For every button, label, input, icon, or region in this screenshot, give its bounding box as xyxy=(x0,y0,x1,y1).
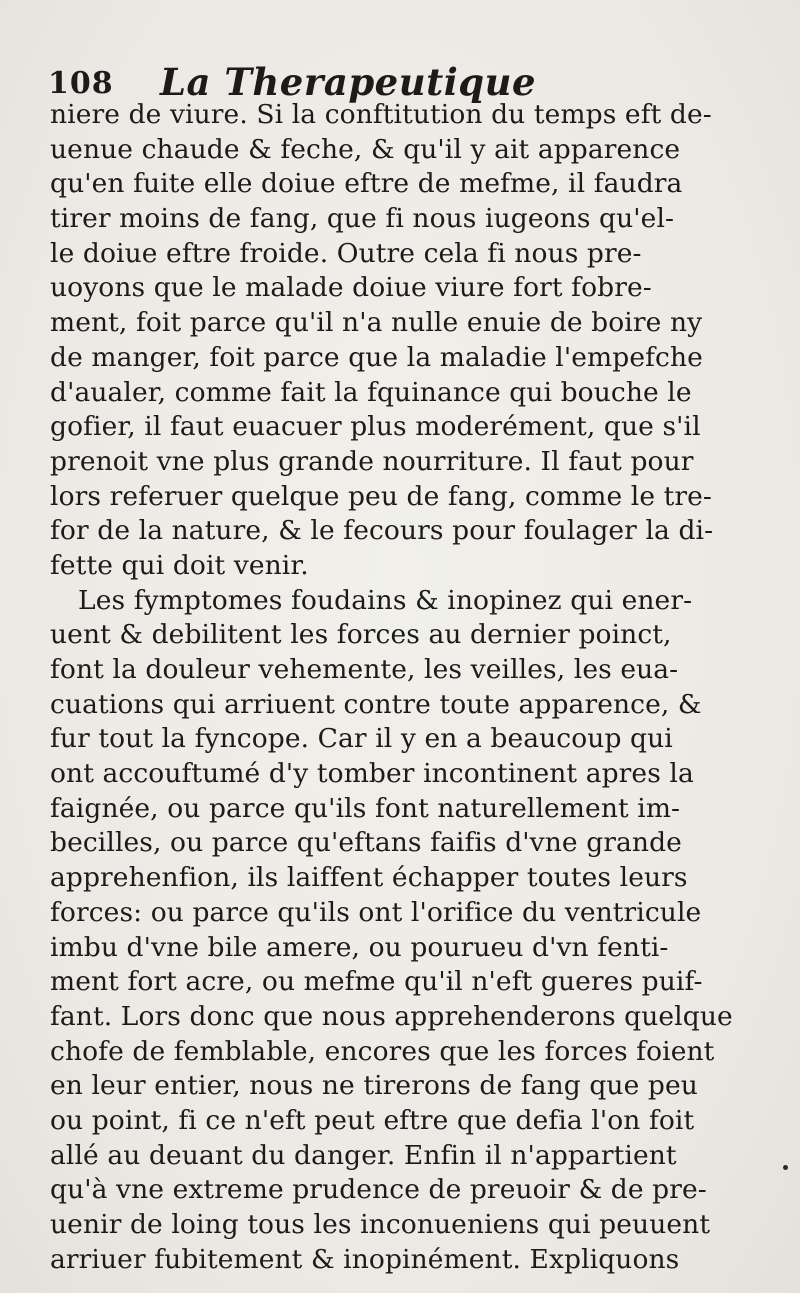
text-line: fant. Lors donc que nous apprehenderons quelque xyxy=(50,1000,733,1032)
body-text xyxy=(50,98,770,1277)
text-line: de manger, foit parce que la maladie l'empefche xyxy=(50,341,703,373)
text-line: qu'à vne extreme prudence de preuoir & de pre- xyxy=(50,1174,707,1206)
text-line: Les fymptomes foudains & inopinez qui ener- xyxy=(78,584,693,616)
text-line: font la douleur vehemente, les veilles, les eua- xyxy=(50,654,679,685)
ink-spot xyxy=(783,1165,788,1170)
text-line: en leur entier, nous ne tirerons de fang que peu xyxy=(50,1070,698,1102)
text-line: ment fort acre, ou mefme qu'il n'eft gueres puif- xyxy=(50,966,703,998)
text-line: tirer moins de fang, que fi nous iugeons qu'el- xyxy=(50,203,675,235)
text-line: prenoit vne plus grande nourriture. Il faut pour xyxy=(50,445,694,477)
text-line: qu'en fuite elle doiue eftre de mefme, il faudra xyxy=(50,168,683,200)
text-line: ont accouftumé d'y tomber incontinent apres la xyxy=(50,758,694,790)
text-line: cuations qui arriuent contre toute apparence, & xyxy=(50,688,702,720)
text-line: uenue chaude & feche, & qu'il y ait apparence xyxy=(50,133,681,165)
text-line: uenir de loing tous les inconueniens qui peuuent xyxy=(50,1209,711,1240)
text-line: forces: ou parce qu'ils ont l'orifice du ventricule xyxy=(50,896,702,928)
text-line: d'aualer, comme fait la fquinance qui bouche le xyxy=(50,376,692,408)
page-number: 108 xyxy=(48,66,114,101)
text-line: chofe de femblable, encores que les forces foient xyxy=(50,1035,715,1067)
text-line: fur tout la fyncope. Car il y en a beaucoup qui xyxy=(50,723,673,755)
text-line: fette qui doit venir. xyxy=(50,549,309,581)
running-title: La Therapeutique xyxy=(160,60,537,104)
text-line: gofier, il faut euacuer plus moderément, que s'il xyxy=(50,411,701,443)
text-line: for de la nature, & le fecours pour foulager la di- xyxy=(50,515,714,547)
text-line: lors referuer quelque peu de fang, comme le tre- xyxy=(50,480,712,512)
text-line: ment, foit parce qu'il n'a nulle enuie de boire ny xyxy=(50,307,703,339)
text-line: niere de viure. Si la conftitution du temps eft de- xyxy=(50,99,712,130)
text-line: faignée, ou parce qu'ils font naturellement im- xyxy=(50,792,681,824)
text-line: uent & debilitent les forces au dernier poinct, xyxy=(50,619,672,651)
text-line: imbu d'vne bile amere, ou pourueu d'vn fenti- xyxy=(50,931,669,963)
text-line: becilles, ou parce qu'eftans faifis d'vne grande xyxy=(50,827,682,859)
text-line: le doiue eftre froide. Outre cela fi nous pre- xyxy=(50,237,642,269)
text-line: arriuer fubitement & inopinément. Expliquons xyxy=(50,1243,680,1275)
text-line: apprehenfion, ils laiffent échapper toutes leurs xyxy=(50,862,688,894)
text-line: ou point, fi ce n'eft peut eftre que defia l'on foit xyxy=(50,1104,695,1136)
text-line: uoyons que le malade doiue viure fort fobre- xyxy=(50,272,652,304)
text-line: allé au deuant du danger. Enfin il n'appartient xyxy=(50,1139,677,1171)
